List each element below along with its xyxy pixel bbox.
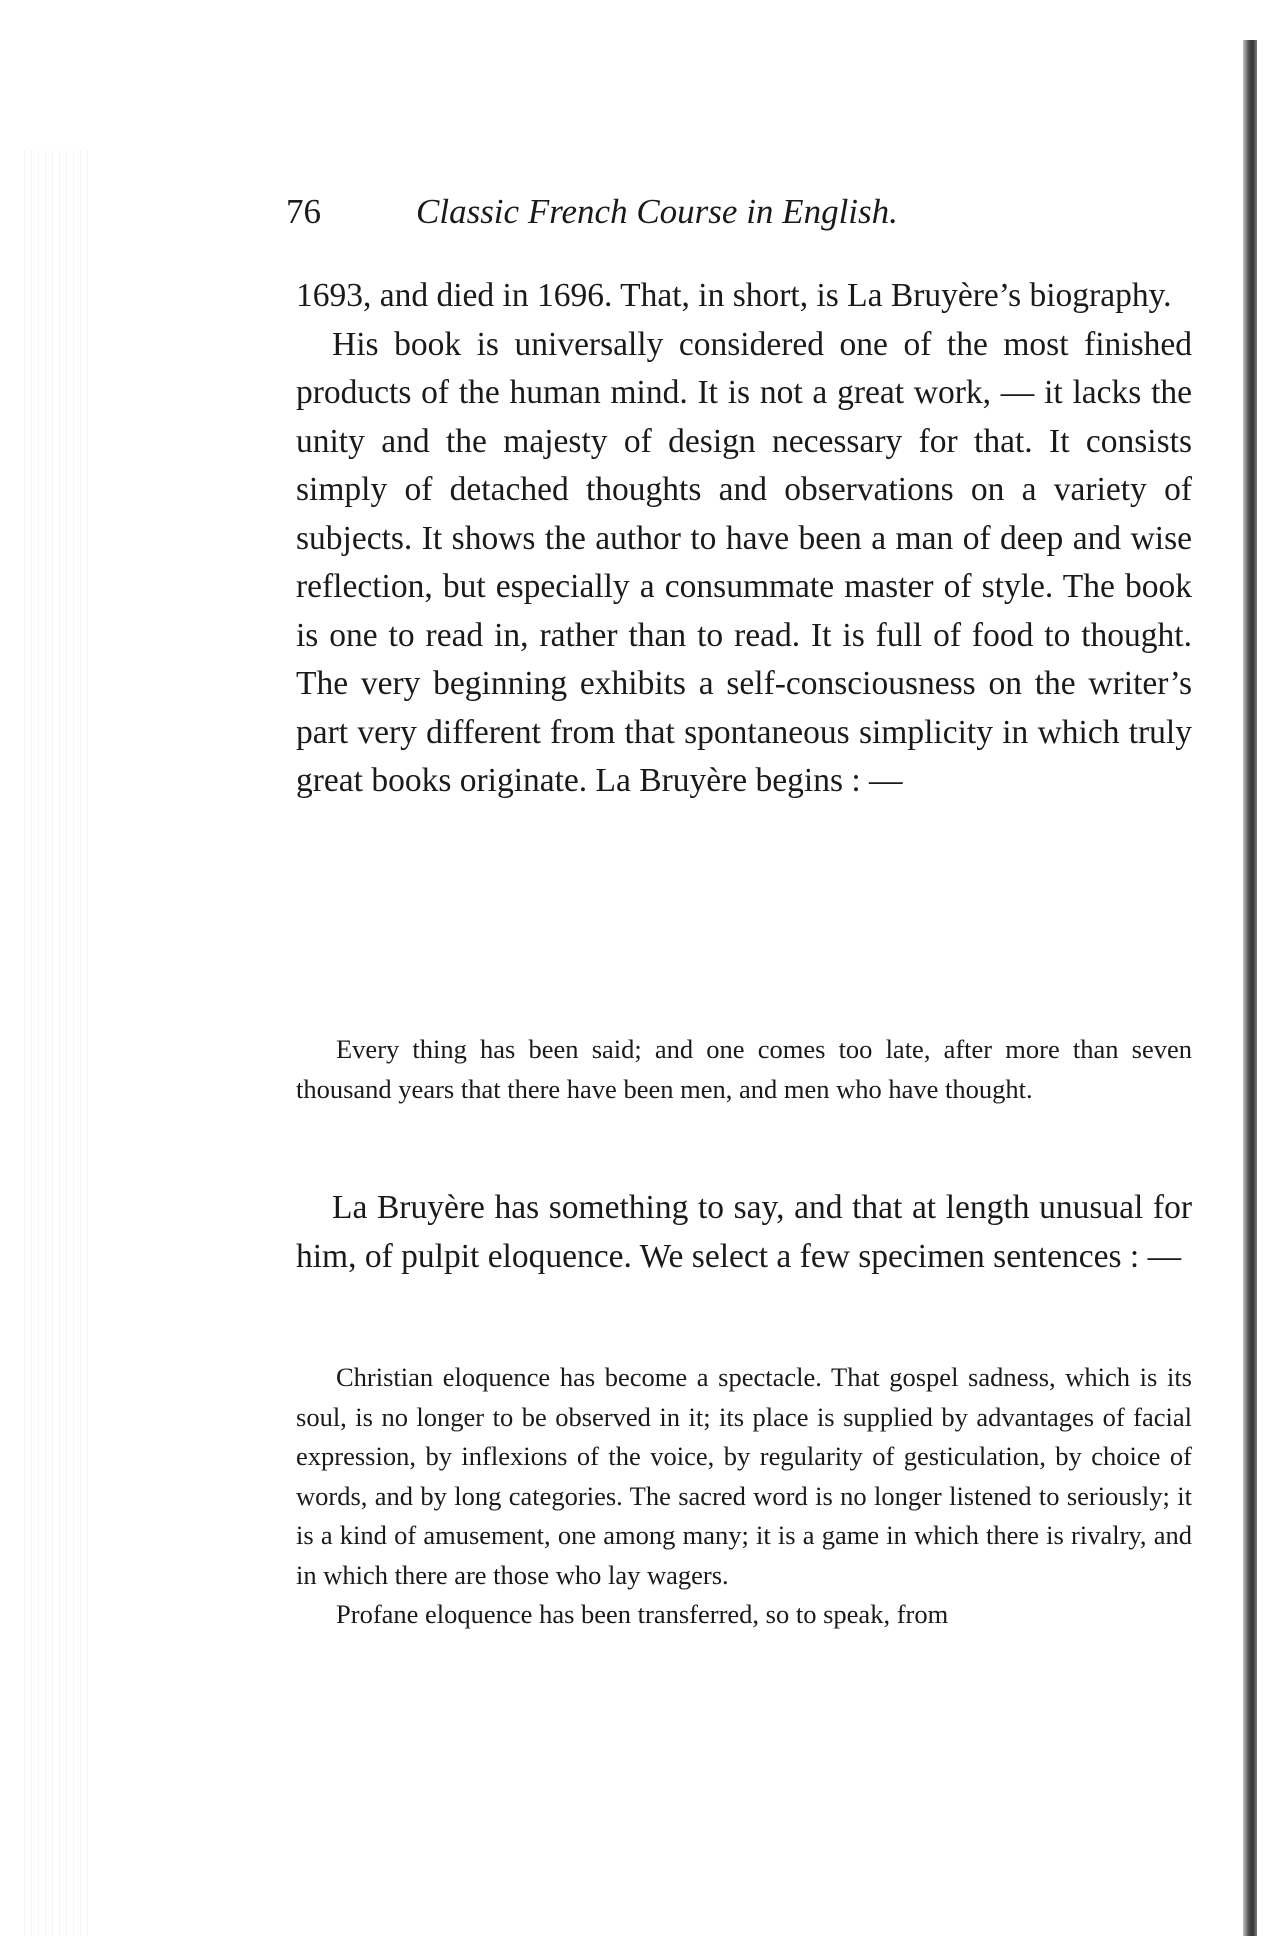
page-number: 76 xyxy=(286,192,321,231)
running-header xyxy=(286,188,1196,236)
scan-binding-edge xyxy=(18,150,88,1936)
block-quote xyxy=(296,1030,1192,1109)
paragraph-continued: 1693, and died in 1696. That, in short, is La Bruyère’s biography. xyxy=(296,277,1172,314)
scan-page-edge xyxy=(1243,40,1257,1936)
block-quote-2 xyxy=(296,1358,1192,1635)
running-title: Classic French Course in English. xyxy=(416,192,898,231)
quote-paragraph: Every thing has been said; and one comes too late, after more than seven thousand years that there have been men, and men who have thought. xyxy=(296,1034,1192,1104)
quote-paragraph: Profane eloquence has been transferred, so to speak, from xyxy=(336,1599,949,1629)
main-text-block xyxy=(296,272,1192,806)
paragraph: His book is universally considered one of the most finished products of the human mind. It is not a great work, — it lacks the unity and the majesty of design necessary for that. It consists simply of detached thoughts and observations on a variety of subjects. It shows the author to have been a man of deep and wise reflection, but especially a consummate master of style. The book is one to read in, rather than to read. It is full of food to thought. The very beginning exhibits a self-consciousness on the writer’s part very different from that spontaneous simplicity in which truly great books originate. La Bruyère begins : — xyxy=(296,325,1192,799)
quote-paragraph: Christian eloquence has become a spectacle. That gospel sadness, which is its soul, is no longer to be observed in it; its place is supplied by advantages of facial expression, by inflexions of the voice, by regularity of gesticulation, by choice of words, and by long categories. The sacred word is no longer listened to seriously; it is a kind of amusement, one among many; it is a game in which there is rivalry, and in which there are those who lay wagers. xyxy=(296,1362,1192,1590)
paragraph: La Bruyère has something to say, and that at length unusual for him, of pulpit eloquence. We select a few specimen sentences : — xyxy=(296,1189,1192,1275)
main-text-block-2 xyxy=(296,1184,1192,1281)
